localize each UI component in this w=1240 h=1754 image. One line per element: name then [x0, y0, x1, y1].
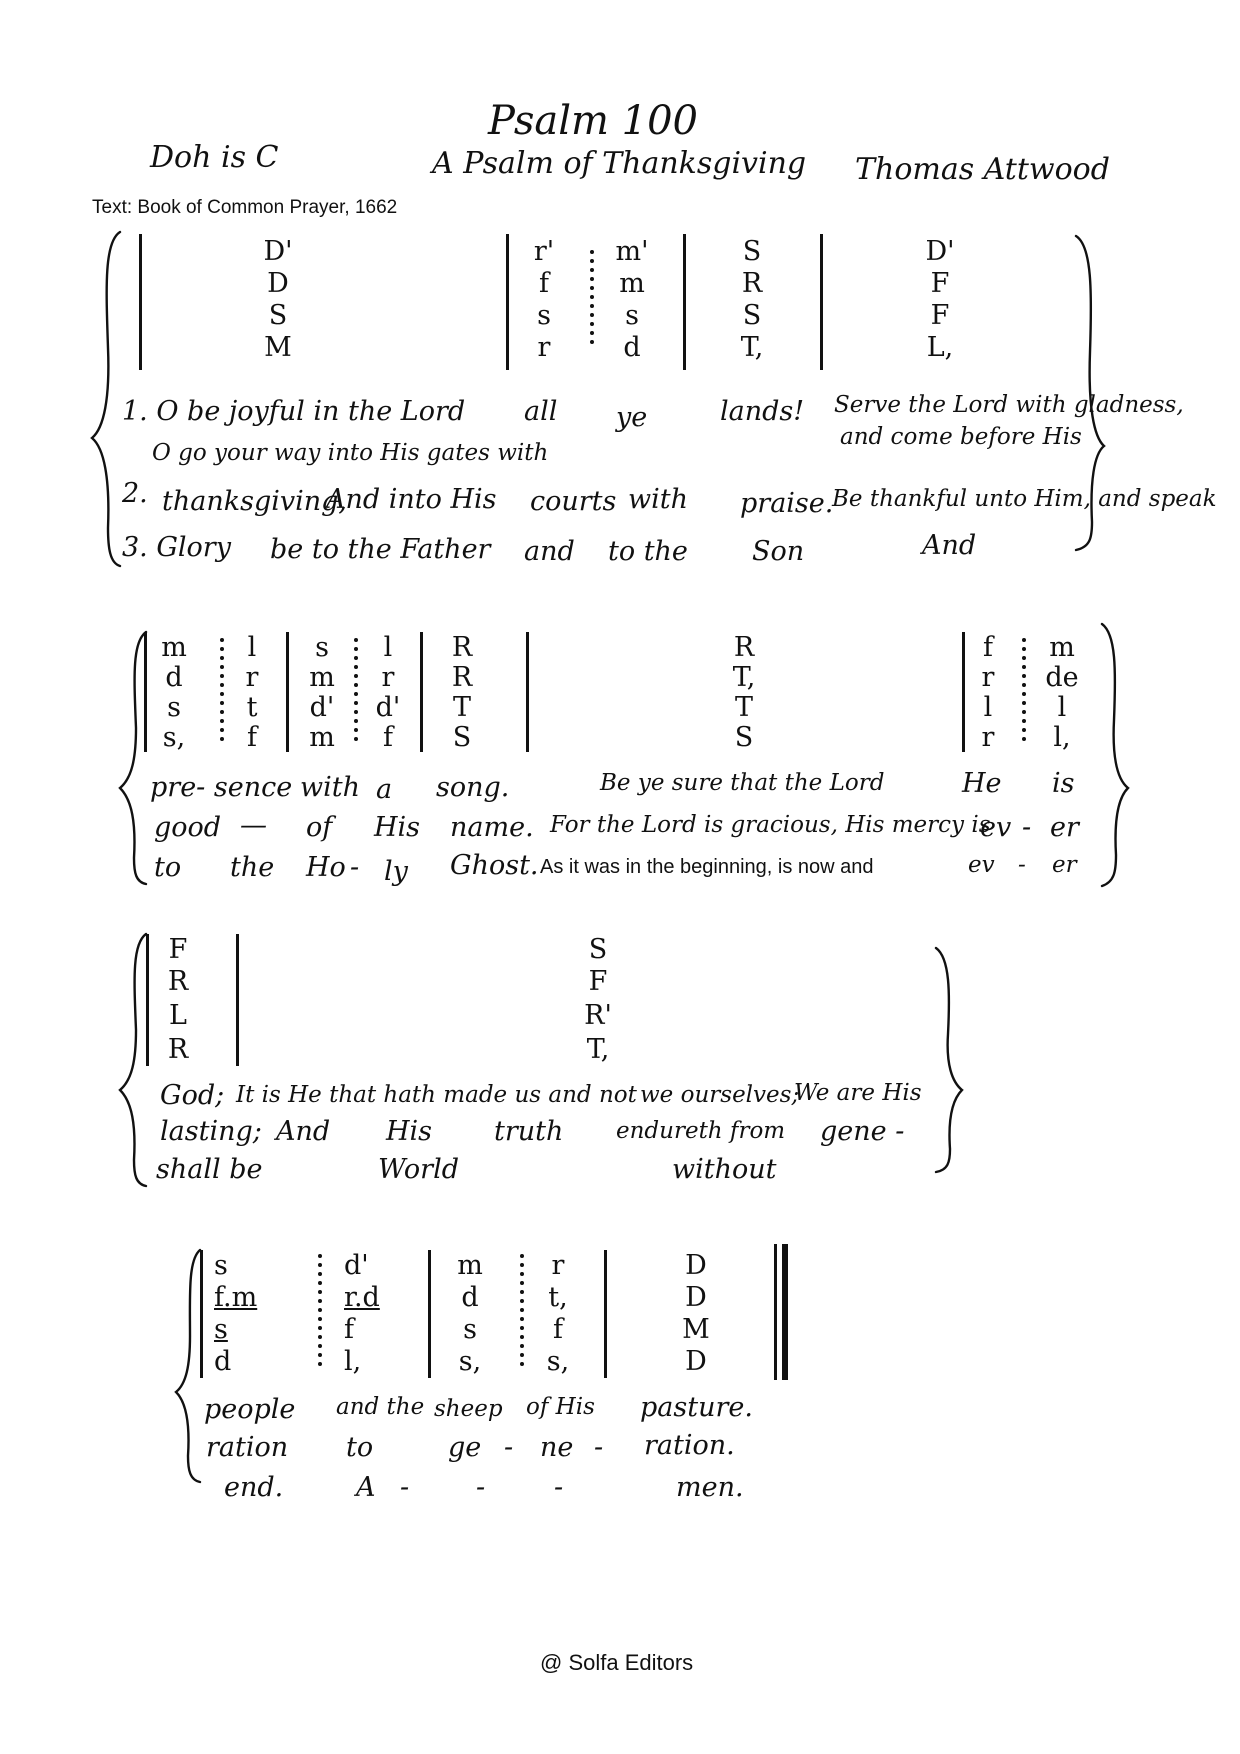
note: D: [685, 1346, 707, 1377]
note: S: [742, 300, 762, 331]
lyric-v1: with: [300, 772, 360, 803]
lyric-v1: we ourselves;: [640, 1082, 800, 1108]
note: f: [344, 1314, 354, 1345]
note: f: [983, 632, 993, 663]
lyric-v2: gene -: [820, 1116, 905, 1147]
lyric-v3: As it was in the beginning, is now and: [540, 856, 874, 878]
lyric-v1: It is He that hath made us and not: [236, 1082, 637, 1108]
note: f: [247, 722, 257, 753]
note: s: [463, 1314, 477, 1345]
lyric-v1: ye: [616, 402, 648, 433]
lyric-v1-aside: and come before His: [840, 424, 1082, 450]
lyric-v3: to: [154, 852, 182, 883]
note: l: [383, 632, 393, 663]
note: d': [375, 692, 401, 723]
note: L,: [926, 332, 954, 363]
page-title: Psalm 100: [488, 98, 698, 144]
note: f.m: [214, 1282, 258, 1313]
barline: [506, 234, 509, 370]
lyric-v3: World: [378, 1154, 459, 1185]
lyric-v3: men.: [676, 1472, 744, 1503]
note: M: [264, 332, 292, 363]
barline: [820, 234, 823, 370]
lyric-v3: the: [230, 852, 275, 883]
note: l: [247, 632, 257, 663]
lyric-v3: 3. Glory: [122, 532, 231, 563]
note: r: [537, 332, 551, 363]
lyric-v3: and: [524, 536, 575, 567]
note: t: [246, 692, 258, 723]
note: S: [452, 722, 472, 753]
lyric-v3: ev: [968, 852, 995, 878]
lyric-v3: A: [356, 1472, 376, 1503]
note: m: [1049, 632, 1075, 663]
lyric-v3: And: [922, 530, 977, 561]
lyric-v2: His: [386, 1116, 433, 1147]
note: F: [168, 934, 188, 965]
lyric-v2: praise.: [740, 488, 834, 519]
note: R: [167, 966, 189, 997]
note: s,: [546, 1346, 570, 1377]
note: s: [214, 1314, 228, 1345]
note: d: [461, 1282, 479, 1313]
note: r: [981, 722, 995, 753]
lyric-v2-aside: O go your way into His gates with: [152, 440, 549, 466]
lyric-v2-number: 2.: [122, 478, 148, 509]
note: l: [983, 692, 993, 723]
note: R': [584, 1000, 612, 1031]
lyric-v2: -: [1022, 812, 1032, 843]
lyric-v1: 1. O be joyful in the Lord: [122, 396, 466, 427]
lyric-v2: -: [594, 1432, 604, 1463]
note: m: [457, 1250, 483, 1281]
note: S: [268, 300, 288, 331]
note: R: [167, 1034, 189, 1065]
lyric-v3: without: [672, 1154, 777, 1185]
subtitle: A Psalm of Thanksgiving: [432, 146, 807, 181]
lyric-v2: name.: [450, 812, 534, 843]
note: R: [741, 268, 763, 299]
note: M: [682, 1314, 710, 1345]
lyric-v1: people: [204, 1394, 296, 1425]
footer-credit: @ Solfa Editors: [540, 1650, 694, 1675]
lyric-v1: and the: [336, 1394, 425, 1420]
lyric-v2: And: [276, 1116, 331, 1147]
note: s,: [458, 1346, 482, 1377]
lyric-v3: Ghost.: [450, 850, 539, 881]
beat-separator: [220, 638, 224, 746]
lyric-v1: lands!: [720, 396, 805, 427]
lyric-v3: er: [1052, 852, 1077, 878]
composer: Thomas Attwood: [855, 152, 1110, 187]
note: R: [451, 632, 473, 663]
lyric-v1: of His: [526, 1394, 595, 1420]
note: F: [930, 268, 950, 299]
key-signature: Doh is C: [150, 140, 279, 175]
lyric-v1: God;: [160, 1080, 225, 1111]
lyric-v2: of: [306, 812, 333, 843]
lyric-v3: be to the Father: [270, 534, 491, 565]
note: T,: [586, 1034, 610, 1065]
lyric-v2: endureth from: [616, 1118, 786, 1144]
lyric-v2: with: [628, 484, 688, 515]
note: S: [734, 722, 754, 753]
lyric-v1: We are His: [794, 1080, 922, 1106]
lyric-v2: ration.: [644, 1430, 735, 1461]
barline: [683, 234, 686, 370]
barline: [146, 934, 149, 1066]
lyric-v1: song.: [436, 772, 510, 803]
left-brace: [86, 228, 126, 568]
note: D: [685, 1282, 707, 1313]
lyric-v3: -: [476, 1472, 486, 1503]
lyric-v2: ev: [980, 812, 1012, 843]
note: F: [588, 966, 608, 997]
lyric-v2: And into His: [326, 484, 497, 515]
right-brace: [930, 944, 970, 1174]
lyric-v3: shall be: [156, 1154, 263, 1185]
note: T,: [740, 332, 764, 363]
barline: [144, 632, 147, 752]
note: T: [452, 692, 471, 723]
note: T,: [732, 662, 756, 693]
note: r: [551, 1250, 565, 1281]
note: r.d: [344, 1282, 380, 1313]
note: R: [733, 632, 755, 663]
note: m: [161, 632, 187, 663]
lyric-v2: lasting;: [160, 1116, 262, 1147]
lyric-v2: ration: [206, 1432, 289, 1463]
lyric-v2: thanksgiving,: [162, 486, 348, 517]
note: m: [309, 722, 335, 753]
note: r': [533, 236, 555, 267]
note: d': [344, 1250, 369, 1281]
note: f: [553, 1314, 563, 1345]
note: r: [981, 662, 995, 693]
barline: [604, 1250, 607, 1378]
lyric-v2: truth: [494, 1116, 564, 1147]
lyric-v2: Be thankful unto Him, and speak: [832, 486, 1217, 512]
barline: [526, 632, 529, 752]
note: m: [309, 662, 335, 693]
beat-separator: [520, 1254, 524, 1371]
beat-separator: [318, 1254, 322, 1371]
lyric-v3: -: [400, 1472, 410, 1503]
note: D': [925, 236, 955, 267]
note: L: [169, 1000, 187, 1031]
lyric-v2: —: [240, 810, 267, 841]
lyric-v3: -: [554, 1472, 564, 1503]
lyric-v1: a: [376, 774, 393, 805]
note: m: [619, 268, 645, 299]
barline: [428, 1250, 431, 1378]
note: R: [451, 662, 473, 693]
lyric-v3: to the: [608, 536, 688, 567]
note: D': [263, 236, 293, 267]
note: s: [537, 300, 551, 331]
note: f: [539, 268, 549, 299]
note: l,: [1053, 722, 1071, 753]
note: D: [685, 1250, 707, 1281]
lyric-v1: sheep: [434, 1396, 503, 1422]
lyric-v1: pre- sence: [150, 772, 293, 803]
note: d: [214, 1346, 232, 1377]
final-barline-thin: [774, 1244, 777, 1380]
lyric-v3: ly: [384, 856, 408, 887]
note: d: [165, 662, 183, 693]
note: s: [315, 632, 329, 663]
note: d: [623, 332, 641, 363]
note: de: [1045, 662, 1079, 693]
lyric-v2: -: [504, 1432, 514, 1463]
note: l,: [344, 1346, 362, 1377]
lyric-v2: ne: [540, 1432, 574, 1463]
lyric-v1: pasture.: [640, 1392, 753, 1423]
lyric-v1: Be ye sure that the Lord: [600, 770, 885, 796]
lyric-v2: ge: [448, 1432, 482, 1463]
text-source: Text: Book of Common Prayer, 1662: [92, 197, 398, 218]
lyric-v1: is: [1052, 768, 1075, 799]
lyric-v2: er: [1050, 812, 1079, 843]
barline: [286, 632, 289, 752]
lyric-v3: -: [350, 852, 360, 883]
lyric-v3: -: [1018, 852, 1026, 878]
note: r: [245, 662, 259, 693]
lyric-v2: For the Lord is gracious, His mercy is: [550, 812, 991, 838]
lyric-v2: to: [346, 1432, 374, 1463]
lyric-v1: all: [524, 396, 558, 427]
note: D: [267, 268, 289, 299]
note: t,: [548, 1282, 568, 1313]
barline: [236, 934, 239, 1066]
barline: [420, 632, 423, 752]
note: m': [615, 236, 649, 267]
lyric-v3: Ho: [306, 852, 346, 883]
note: d': [309, 692, 335, 723]
barline: [139, 234, 142, 370]
lyric-v1: He: [962, 768, 1002, 799]
lyric-v2: good: [154, 812, 222, 843]
final-barline-thick: [782, 1244, 788, 1380]
note: S: [742, 236, 762, 267]
lyric-v3: Son: [752, 536, 805, 567]
note: f: [383, 722, 393, 753]
beat-separator: [590, 250, 594, 349]
lyric-v3: end.: [224, 1472, 284, 1503]
barline: [962, 632, 965, 752]
note: s: [214, 1250, 228, 1281]
note: s: [167, 692, 181, 723]
note: s: [625, 300, 639, 331]
lyric-v1-aside: Serve the Lord with gladness,: [834, 392, 1184, 418]
note: r: [381, 662, 395, 693]
beat-separator: [1022, 638, 1026, 746]
right-brace: [1096, 620, 1136, 890]
lyric-v2: courts: [530, 486, 617, 517]
note: l: [1057, 692, 1067, 723]
note: S: [588, 934, 608, 965]
note: s,: [162, 722, 186, 753]
beat-separator: [354, 638, 358, 746]
lyric-v2: His: [374, 812, 421, 843]
barline: [200, 1250, 203, 1378]
note: F: [930, 300, 950, 331]
note: T: [734, 692, 753, 723]
